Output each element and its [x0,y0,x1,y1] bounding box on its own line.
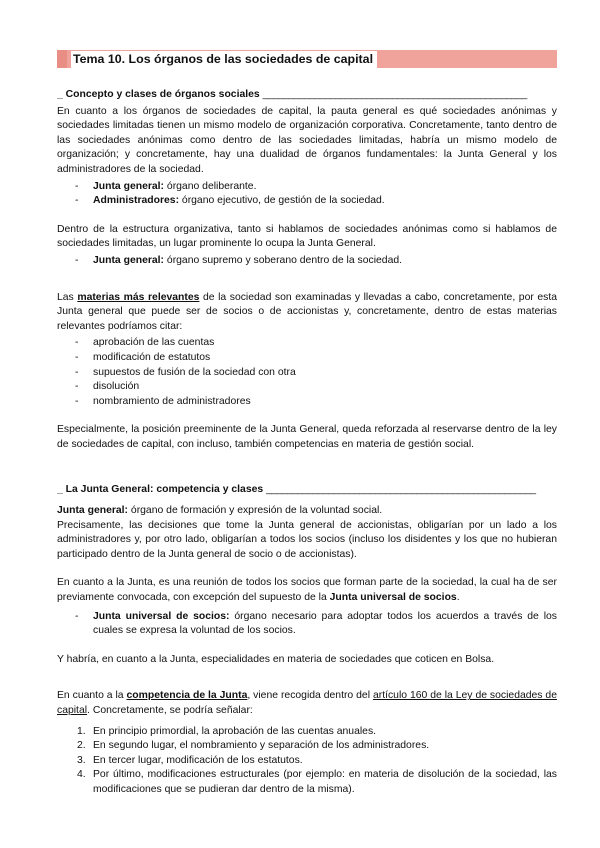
paragraph [57,291,557,335]
key-term: Junta universal de socios [329,592,457,604]
text: En cuanto a la Junta, es una reunión de todos los socios que forman parte de la sociedad, la cual ha de ser previamente convocada, con excepción del supuesto de la [57,577,557,604]
term: Junta universal de socios: [93,610,230,622]
paragraph [57,504,557,519]
list-item: - modificación de estatutos [75,351,211,363]
text: supuestos de fusión de la sociedad con otra [93,366,296,378]
competencias-list [57,725,557,798]
list-number: 2. [77,740,86,752]
list-item: - Junta universal de socios: órgano necesario para adoptar todos los acuerdos a través de los cuales se expresa la voluntad de los socios. [75,610,557,637]
organs-list [57,180,557,209]
junta-list [57,254,557,269]
list-item: - aprobación de las cuentas [75,337,215,349]
materias-list [57,336,557,409]
text: En tercer lugar, modificación de los estatutos. [93,754,303,766]
text: En segundo lugar, el nombramiento y separación de los administradores. [93,740,430,752]
term-desc: órgano supremo y soberano dentro de la sociedad. [164,254,403,266]
paragraph [57,576,557,605]
text: de la sociedad son examinadas y llevadas a cabo, concretamente, por esta Junta general que puede ser de socios o de accionistas y, concretamente, dentro de estas materias relevantes podríamos citar: [57,291,558,332]
text: Por último, modificaciones estructurales (por ejemplo: en materia de disolución de la sociedad, las modificaciones que se pudieran dar dentro de la misma). [93,769,557,795]
text: . Concretamente, se podría señalar: [87,705,253,716]
paragraph: Y habría, en cuanto a la Junta, especialidades en materia de sociedades que coticen en Bolsa. [57,653,495,665]
text: En principio primordial, la aprobación de las cuentas anuales. [93,725,377,737]
page-title: Tema 10. Los órganos de las sociedades de capital [71,51,377,68]
list-item: - supuestos de fusión de la sociedad con otra [75,366,296,378]
paragraph: Especialmente, la posición preeminente de la Junta General, queda reforzada al reservarse dentro de la ley de sociedades de capital, con incluso, también competencias en materia de gestión social. [57,424,557,450]
section-heading-text: _ La Junta General: competencia y clases [57,484,264,496]
list-item [57,768,557,797]
list-item [57,725,557,740]
section-heading-rule: ___________________________________________________ [262,89,527,100]
text: Las [57,291,78,303]
list-number: 1. [77,725,86,737]
paragraph [57,689,557,718]
list-item: - disolución [75,381,140,393]
list-item: - Junta general: órgano deliberante. [75,180,257,192]
universal-list [57,610,557,639]
key-term: competencia de la Junta [126,690,248,702]
document-page [57,48,557,798]
term-desc: órgano ejecutivo, de gestión de la sociedad. [179,195,385,207]
text: aprobación de las cuentas [93,337,215,349]
key-term: materias más relevantes [77,291,200,303]
list-item: - Administradores: órgano ejecutivo, de gestión de la sociedad. [75,195,385,207]
list-item [57,754,557,769]
list-item [57,739,557,754]
paragraph: Precisamente, las decisiones que tome la Junta general de accionistas, obligarían por un lado a los administradores y, por otro lado, obligarían a todos los socios (incluso los disidentes y los que no hubieran participado dentro de la Junta general de socio o de accionistas). [57,519,557,560]
text: , viene recogida dentro del [247,690,373,702]
text: modificación de estatutos [93,351,211,363]
title-bar [57,50,557,68]
list-number: 3. [77,754,86,766]
paragraph: Dentro de la estructura organizativa, tanto si hablamos de sociedades anónimas como si hablamos de sociedades limitadas, un lugar prominente lo ocupa la Junta General. [57,223,557,250]
section-heading-junta [57,483,557,498]
term-desc: órgano necesario para adoptar todos los acuerdos a través de los cuales se expresa la voluntad de los socios. [93,610,557,637]
list-item: - Junta general: órgano supremo y soberano dentro de la sociedad. [75,254,403,266]
title-accent [57,50,67,68]
term-desc: órgano deliberante. [164,180,257,192]
term: Administradores: [93,195,180,207]
section-heading-rule: ____________________________________________________ [266,484,536,496]
term-desc: órgano de formación y expresión de la voluntad social. [128,505,383,517]
list-item: - nombramiento de administradores [75,395,251,407]
term: Junta general: [93,254,165,266]
term: Junta general: [57,505,129,517]
section-heading-concepto [57,88,557,103]
text: En cuanto a la [57,690,127,702]
law-reference: artículo 160 de la Ley de sociedades de capital [57,690,557,716]
section-heading-text: _ Concepto y clases de órganos sociales [57,89,260,100]
term: Junta general: [93,180,165,192]
text: disolución [93,381,140,393]
text: nombramiento de administradores [93,395,251,407]
list-number: 4. [77,769,86,781]
text: . [456,592,460,604]
paragraph: En cuanto a los órganos de sociedades de capital, la pauta general es qué sociedades anónimas y sociedades limitadas tienen un mismo modelo de organización corporativa. Concretamente, tanto dentro de las sociedades anónimas como dentro de las sociedades limitadas, habría un mismo modelo de organización; y concretamente, hay una dualidad de órganos fundamentales: la Junta General y los administradores de la sociedad. [57,105,557,175]
